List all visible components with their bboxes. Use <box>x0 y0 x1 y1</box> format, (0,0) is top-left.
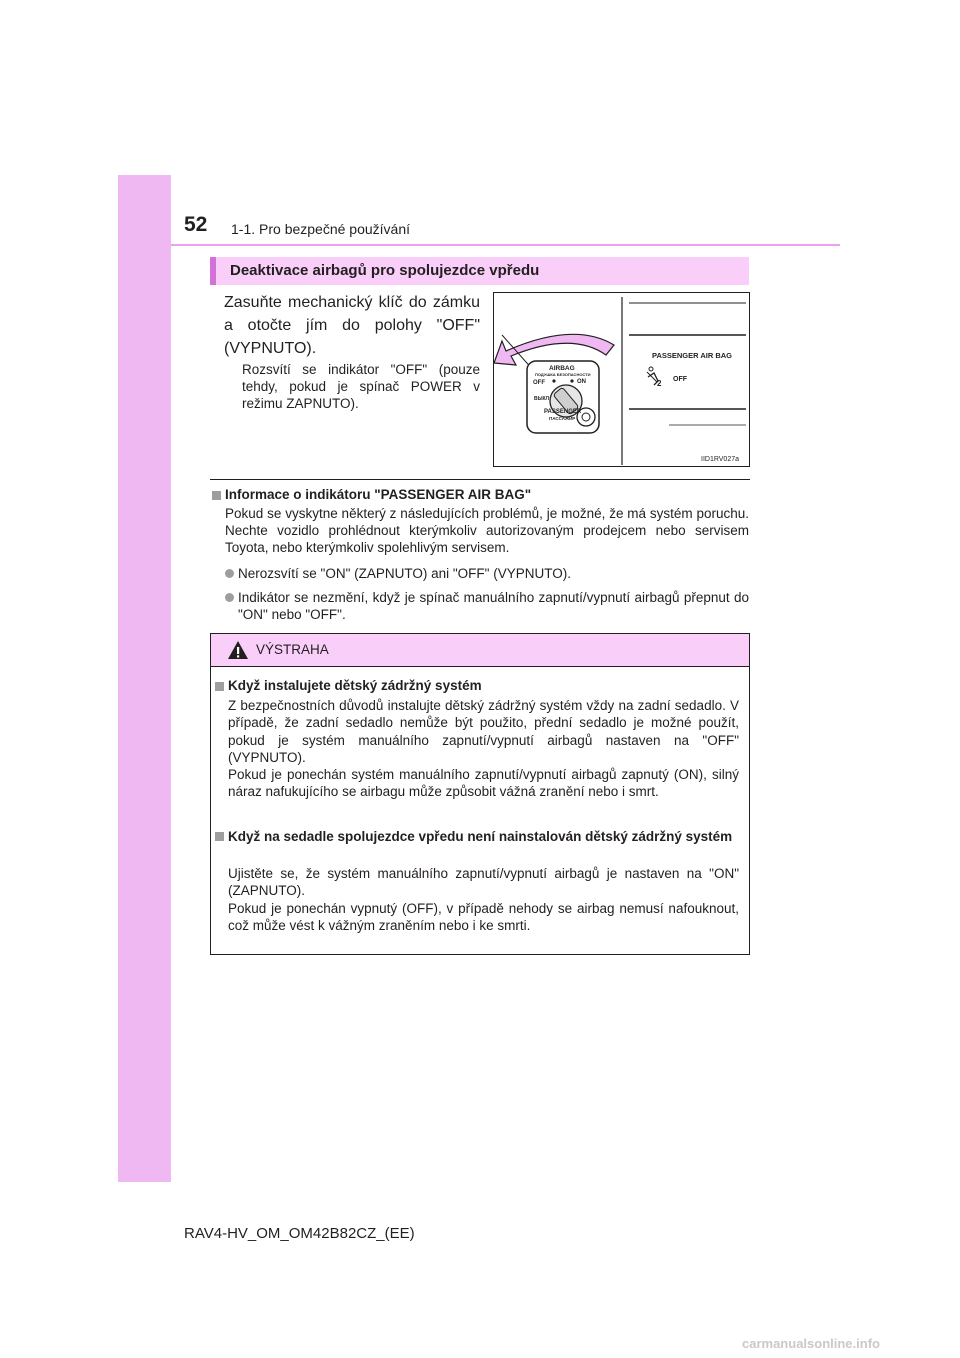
info-bullet-2: Indikátor se nezmění, když je spínač manuálního zapnutí/vypnutí airbagů přepnut do "ON" nebo "OFF". <box>238 590 749 622</box>
indicator-off-label: OFF <box>673 376 687 383</box>
switch-label-on: ON <box>577 379 586 385</box>
section-heading-bar <box>210 257 749 285</box>
switch-label-airbag: AIRBAG <box>549 365 575 372</box>
separator-rule <box>210 479 750 480</box>
info-title: Informace o indikátoru "PASSENGER AIR BAG" <box>225 487 532 502</box>
image-code: IID1RV027a <box>701 456 740 463</box>
step-note: Rozsvítí se indikátor "OFF" (pouze tehdy, pokud je spínač POWER v režimu ZAPNUTO). <box>242 362 480 411</box>
section-title: Deaktivace airbagů pro spolujezdce vpředu <box>230 262 540 279</box>
switch-label-passenger: PASSENGER <box>544 409 582 415</box>
info-body: Pokud se vyskytne některý z následujících problémů, je možné, že má systém poruchu. Nechte vozidlo prohlédnout kterýmkoliv autorizovaným prodejcem nebo servisem Toyota, nebo kterýmkoliv spolehlivým servisem. <box>225 506 749 555</box>
warning-triangle-icon <box>227 640 249 660</box>
airbag-icon-digit: 2 <box>657 379 662 388</box>
indicator-title: PASSENGER AIR BAG <box>652 351 733 360</box>
warning-item1-title: Když instalujete dětský zádržný systém <box>228 678 482 693</box>
step-text: Zasuňte mechanický klíč do zámku a otočte jím do polohy "OFF" (VYPNUTO). <box>224 294 480 357</box>
switch-label-airbag-ru: ПОДУШКА БЕЗОПАСНОСТИ <box>535 372 591 377</box>
switch-label-off-ru: ВЫКЛ <box>534 396 550 402</box>
square-bullet-icon <box>215 682 224 691</box>
warning-item2-paragraph: Ujistěte se, že systém manuálního zapnutí/vypnutí airbagů je nastaven na "ON" (ZAPNUTO). <box>228 866 739 899</box>
airbag-switch-figure <box>493 292 750 467</box>
warning-item2-body <box>228 865 739 934</box>
watermark: carmanualsonline.info <box>742 1336 880 1351</box>
round-bullet-icon <box>225 569 234 578</box>
warning-item1-paragraph: Z bezpečnostních důvodů instalujte dětský zádržný systém vždy na zadní sedadlo. V případě, že zadní sedadlo nemůže být použito, přední sedadlo je možné použít, pokud je systém manuálního zapnutí/vypnutí airbagů nastaven na "OFF" (VYPNUTO). <box>228 698 739 765</box>
running-head: 1-1. Pro bezpečné používání <box>231 221 411 237</box>
switch-label-passenger-ru: ПАССАЖИР <box>549 416 576 421</box>
square-bullet-icon <box>212 491 221 500</box>
square-bullet-icon <box>215 832 224 841</box>
warning-item1-body <box>228 697 739 801</box>
switch-label-off: OFF <box>533 380 545 386</box>
warning-item1-paragraph: Pokud je ponechán systém manuálního zapnutí/vypnutí airbagů zapnutý (ON), silný náraz nafukujícího se airbagu může způsobit vážná zranění nebo i smrt. <box>228 767 739 800</box>
warning-item2-title: Když na sedadle spolujezdce vpředu není nainstalován dětský zádržný systém <box>228 829 733 844</box>
warning-item2-paragraph: Pokud je ponechán vypnutý (OFF), v případě nehody se airbag nemusí nafouknout, což může vést k vážným zraněním nebo i ke smrti. <box>228 900 739 933</box>
warning-label: VÝSTRAHA <box>256 642 329 657</box>
warning-header <box>211 634 749 667</box>
info-bullet-1: Nerozsvítí se "ON" (ZAPNUTO) ani "OFF" (VYPNUTO). <box>238 566 571 581</box>
page-number: 52 <box>184 213 208 236</box>
round-bullet-icon <box>225 593 234 602</box>
footer-code: RAV4-HV_OM_OM42B82CZ_(EE) <box>184 1225 415 1242</box>
header-rule <box>171 244 840 246</box>
side-band <box>118 175 171 1182</box>
